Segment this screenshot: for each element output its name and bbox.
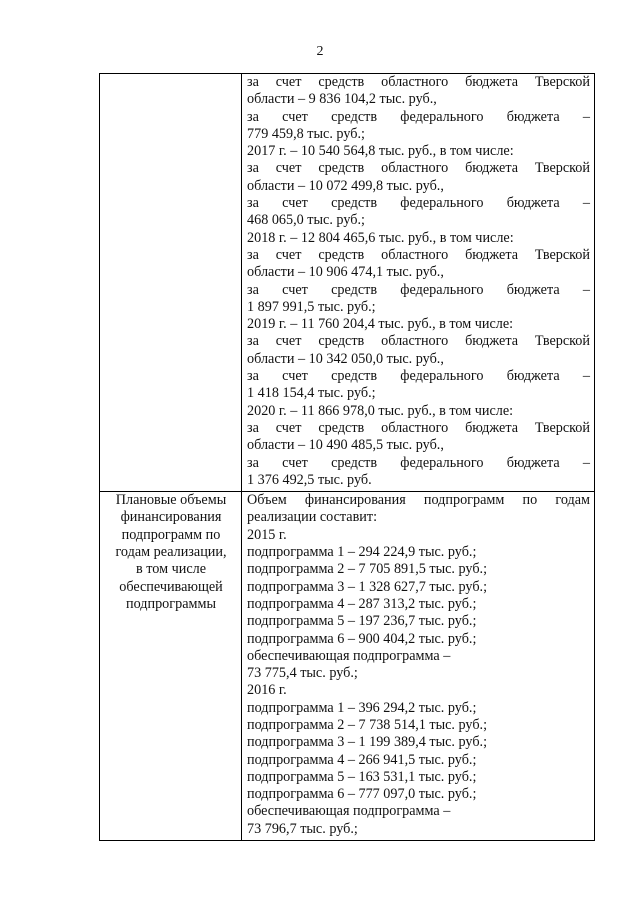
text-line: за счет средств областного бюджета Тверской	[247, 74, 590, 90]
text-line: области – 10 072 499,8 тыс. руб.,	[247, 177, 444, 194]
text-line: за счет средств областного бюджета Тверской	[247, 419, 590, 436]
row-label-line: в том числе	[135, 561, 206, 578]
row-label-line: подпрограмм по	[121, 526, 221, 543]
text-line: 2019 г. – 11 760 204,4 тыс. руб., в том числе:	[247, 316, 514, 333]
text-line: за счет средств областного бюджета Тверской	[247, 160, 590, 177]
text-line: реализации составит:	[247, 509, 378, 526]
text-line: Объем финансирования подпрограмм по годам	[247, 492, 590, 509]
row2-right-cell	[242, 492, 595, 841]
text-line: 1 897 991,5 тыс. руб.;	[247, 298, 376, 315]
text-line: за счет средств федерального бюджета –	[247, 454, 590, 471]
text-line: 1 376 492,5 тыс. руб.	[247, 471, 372, 488]
text-line: подпрограмма 4 – 287 313,2 тыс. руб.;	[247, 595, 477, 612]
row-label-line: Плановые объемы	[115, 492, 227, 509]
text-line: области – 10 906 474,1 тыс. руб.,	[247, 264, 444, 281]
text-line: подпрограмма 5 – 197 236,7 тыс. руб.;	[247, 613, 477, 630]
text-line: области – 10 490 485,5 тыс. руб.,	[247, 437, 444, 454]
table-row-subprogram-financing	[100, 492, 595, 841]
text-line: 2016 г.	[247, 682, 287, 699]
text-line: 468 065,0 тыс. руб.;	[247, 212, 365, 229]
text-line: обеспечивающая подпрограмма –	[247, 803, 451, 820]
text-line: подпрограмма 2 – 7 738 514,1 тыс. руб.;	[247, 716, 488, 733]
text-line: за счет средств областного бюджета Тверской	[247, 246, 590, 263]
text-line: подпрограмма 6 – 777 097,0 тыс. руб.;	[247, 786, 477, 803]
text-line: 73 796,7 тыс. руб.;	[247, 820, 358, 837]
text-line: области – 9 836 104,2 тыс. руб.,	[247, 91, 437, 108]
text-line: 2018 г. – 12 804 465,6 тыс. руб., в том числе:	[247, 229, 514, 246]
text-line: 779 459,8 тыс. руб.;	[247, 125, 365, 142]
text-line: подпрограмма 5 – 163 531,1 тыс. руб.;	[247, 768, 477, 785]
row-label-line: обеспечивающей	[119, 578, 223, 595]
row1-right-cell	[242, 74, 595, 492]
table-row-budget-by-year	[100, 74, 595, 492]
row-label-line: финансирования	[120, 509, 222, 526]
text-line: подпрограмма 3 – 1 328 627,7 тыс. руб.;	[247, 578, 488, 595]
text-line: подпрограмма 2 – 7 705 891,5 тыс. руб.;	[247, 561, 488, 578]
text-line: 2020 г. – 11 866 978,0 тыс. руб., в том числе:	[247, 402, 514, 419]
text-line: подпрограмма 1 – 396 294,2 тыс. руб.;	[247, 699, 477, 716]
text-line: 1 418 154,4 тыс. руб.;	[247, 385, 376, 402]
row1-left-cell	[100, 74, 242, 492]
row-label-line: подпрограммы	[126, 595, 216, 612]
text-line: области – 10 342 050,0 тыс. руб.,	[247, 350, 444, 367]
text-line: за счет средств федерального бюджета –	[247, 195, 590, 212]
text-line: подпрограмма 3 – 1 199 389,4 тыс. руб.;	[247, 734, 488, 751]
text-line: за счет средств федерального бюджета –	[247, 368, 590, 385]
row2-left-cell	[100, 492, 242, 841]
text-line: подпрограмма 6 – 900 404,2 тыс. руб.;	[247, 630, 477, 647]
text-line: 73 775,4 тыс. руб.;	[247, 665, 358, 682]
text-line: 2017 г. – 10 540 564,8 тыс. руб., в том числе:	[247, 143, 514, 160]
text-line: подпрограмма 4 – 266 941,5 тыс. руб.;	[247, 751, 477, 768]
page-number: 2	[316, 44, 324, 59]
text-line: 2015 г.	[247, 526, 287, 543]
text-line: обеспечивающая подпрограмма –	[247, 647, 451, 664]
row-label-line: годам реализации,	[115, 544, 227, 561]
text-line: за счет средств областного бюджета Тверской	[247, 333, 590, 350]
text-line: подпрограмма 1 – 294 224,9 тыс. руб.;	[247, 544, 477, 561]
text-line: за счет средств федерального бюджета –	[247, 108, 590, 125]
text-line: за счет средств федерального бюджета –	[247, 281, 590, 298]
program-passport-table	[99, 73, 595, 841]
